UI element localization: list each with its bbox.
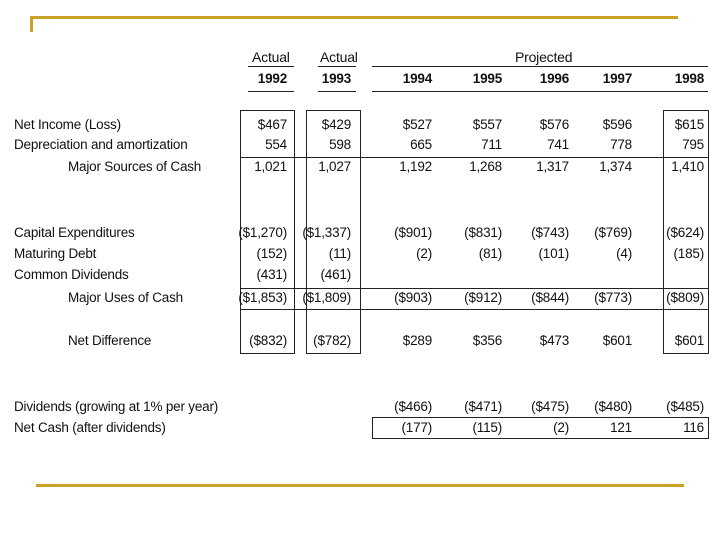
header-projected: Projected: [515, 49, 573, 65]
rule-actual-1992: [248, 66, 294, 67]
cell-r6-1993: ($1,809): [302, 290, 351, 305]
cell-r2-1997: 1,374: [599, 159, 632, 174]
cell-r6-1994: ($903): [394, 290, 432, 305]
row-label-5: Common Dividends: [14, 267, 129, 282]
header-year-1994: 1994: [402, 71, 432, 86]
cell-r4-1996: (101): [538, 246, 569, 261]
rule-projected: [372, 66, 708, 67]
row-label-9: Net Cash (after dividends): [14, 420, 166, 435]
cell-r0-1993: $429: [321, 117, 351, 132]
row-label-8: Dividends (growing at 1% per year): [14, 399, 219, 414]
cell-r6-1997: ($773): [594, 290, 632, 305]
header-year-1998: 1998: [674, 71, 704, 86]
cell-r4-1994: (2): [416, 246, 432, 261]
cell-r0-1997: $596: [602, 117, 632, 132]
cell-r0-1998: $615: [674, 117, 704, 132]
cell-r2-1993: 1,027: [318, 159, 351, 174]
row-label-2: Major Sources of Cash: [68, 159, 202, 174]
cell-r2-1998: 1,410: [671, 159, 704, 174]
row-label-0: Net Income (Loss): [14, 117, 121, 132]
cell-r3-1997: ($769): [594, 225, 632, 240]
cell-r2-1994: 1,192: [399, 159, 432, 174]
row-label-4: Maturing Debt: [14, 246, 97, 261]
row-label-7: Net Difference: [68, 333, 152, 348]
top-gold-tick: [30, 16, 33, 32]
cell-r6-1992: ($1,853): [238, 290, 287, 305]
cell-r1-1996: 741: [547, 137, 569, 152]
cell-r8-1994: ($466): [394, 399, 432, 414]
cell-r7-1994: $289: [402, 333, 432, 348]
cell-r0-1992: $467: [257, 117, 287, 132]
header-year-1995: 1995: [472, 71, 502, 86]
cell-r8-1995: ($471): [464, 399, 502, 414]
cell-r1-1995: 711: [481, 137, 502, 152]
cell-r3-1992: ($1,270): [238, 225, 287, 240]
header-year-1997: 1997: [602, 71, 632, 86]
top-gold-rule: [30, 16, 678, 19]
cell-r7-1998: $601: [674, 333, 704, 348]
header-year-1993: 1993: [321, 71, 351, 86]
cell-r8-1998: ($485): [666, 399, 704, 414]
cell-r3-1993: ($1,337): [302, 225, 351, 240]
header-year-1996: 1996: [539, 71, 569, 86]
header-actual-1993: Actual: [320, 49, 358, 65]
cell-r3-1994: ($901): [394, 225, 432, 240]
rule-year-projected: [372, 91, 708, 92]
cell-r3-1996: ($743): [531, 225, 569, 240]
cell-r7-1997: $601: [602, 333, 632, 348]
cell-r4-1998: (185): [673, 246, 704, 261]
cell-r1-1994: 665: [410, 137, 432, 152]
cell-r1-1998: 795: [682, 137, 704, 152]
row-label-6: Major Uses of Cash: [68, 290, 183, 305]
cell-r6-1995: ($912): [464, 290, 502, 305]
cell-r9-1998: 116: [683, 420, 704, 435]
cell-r9-1997: 121: [610, 420, 632, 435]
cell-r1-1997: 778: [610, 137, 632, 152]
row-label-1: Depreciation and amortization: [14, 137, 188, 152]
cell-r1-1992: 554: [265, 137, 287, 152]
header-year-1992: 1992: [257, 71, 287, 86]
cell-r9-1995: (115): [472, 420, 502, 435]
cell-r4-1997: (4): [616, 246, 632, 261]
rule-uses-bottom: [240, 309, 709, 310]
bottom-gold-rule: [36, 484, 684, 487]
cell-r9-1996: (2): [553, 420, 569, 435]
rule-actual-1993: [318, 66, 356, 67]
cell-r4-1992: (152): [256, 246, 287, 261]
cell-r1-1993: 598: [329, 137, 351, 152]
cell-r2-1992: 1,021: [254, 159, 287, 174]
cell-r6-1998: ($809): [666, 290, 704, 305]
rule-year-1992: [248, 91, 294, 92]
cell-r4-1993: (11): [328, 246, 351, 261]
rule-sources-subtotal: [240, 157, 709, 158]
rule-year-1993: [318, 91, 356, 92]
cell-r3-1995: ($831): [464, 225, 502, 240]
cell-r8-1997: ($480): [594, 399, 632, 414]
cell-r2-1996: 1,317: [536, 159, 569, 174]
cell-r3-1998: ($624): [666, 225, 704, 240]
cell-r7-1995: $356: [472, 333, 502, 348]
cell-r8-1996: ($475): [531, 399, 569, 414]
row-label-3: Capital Expenditures: [14, 225, 135, 240]
cell-r7-1996: $473: [539, 333, 569, 348]
cell-r6-1996: ($844): [531, 290, 569, 305]
cell-r0-1995: $557: [472, 117, 502, 132]
cell-r4-1995: (81): [478, 246, 502, 261]
cell-r7-1993: ($782): [313, 333, 351, 348]
cell-r2-1995: 1,268: [469, 159, 502, 174]
cell-r9-1994: (177): [401, 420, 432, 435]
header-actual-1992: Actual: [252, 49, 290, 65]
cell-r0-1996: $576: [539, 117, 569, 132]
rule-uses-subtotal: [240, 288, 709, 289]
cell-r0-1994: $527: [402, 117, 432, 132]
cell-r7-1992: ($832): [249, 333, 287, 348]
cell-r5-1993: (461): [320, 267, 351, 282]
cell-r5-1992: (431): [256, 267, 287, 282]
